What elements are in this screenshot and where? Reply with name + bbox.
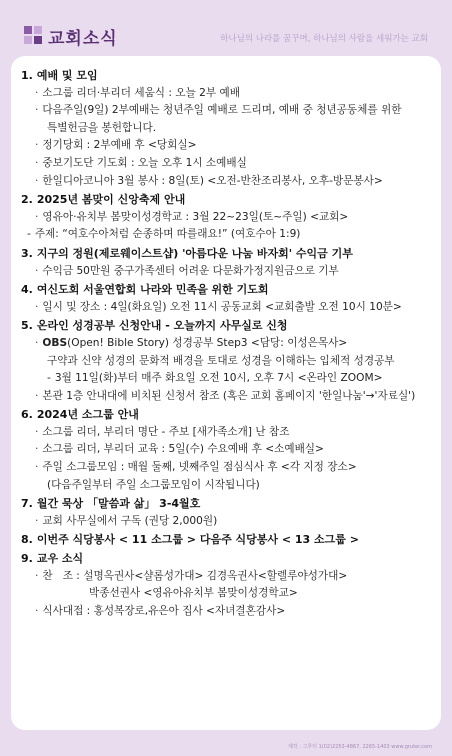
section-heading: 7. 월간 묵상 「말씀과 삶」 3-4월호: [21, 497, 201, 511]
list-item: · 수익금 50만원 중구가족센터 어려운 다문화가정지원금으로 기부: [35, 264, 339, 277]
list-item: - 주제: “여호수아처럼 순종하며 따를래요!” (여호수아 1:9): [27, 228, 301, 241]
list-item: · 일시 및 장소 : 4일(화요일) 오전 11시 공동교회 <교회출발 오전 10시 10분>: [35, 300, 402, 313]
section-heading: 5. 온라인 성경공부 신청안내 - 오늘까지 사무실로 신청: [21, 319, 288, 333]
list-item: · 정기당회 : 2부예배 후 <당회실>: [35, 139, 197, 152]
list-item: · 소그룹 리더·부리더 세움식 : 오늘 2부 예배: [35, 86, 240, 99]
list-item: · 주일 소그룹모임 : 매월 둘째, 넷째주일 점심식사 후 <각 지정 장소>: [35, 461, 357, 474]
list-item: · 중보기도단 기도회 : 오늘 오후 1시 소예배실: [35, 156, 247, 169]
news-card: [11, 56, 441, 730]
list-item: · 찬 조 : 설명옥권사<샬롬성가대> 김경옥권사<할렐루야성가대>: [35, 569, 348, 582]
section-heading: 6. 2024년 소그룹 안내: [21, 408, 139, 422]
list-item: · OBS(Open! Bible Story) 성경공부 Step3 <담당: 이성은목사>: [35, 336, 348, 349]
list-item-continued: 특별헌금을 봉헌합니다.: [47, 121, 157, 134]
list-item: · 영유아·유치부 봄맞이성경학교 : 3월 22~23일(토~주일) <교회>: [35, 210, 349, 223]
list-item: - 3월 11일(화)부터 매주 화요일 오전 10시, 오후 7시 <온라인 ZOOM>: [47, 372, 383, 385]
section-heading: 2. 2025년 봄맞이 신앙축제 안내: [21, 193, 186, 207]
list-item-continued: (다음주일부터 주일 소그룹모임이 시작됩니다): [47, 478, 260, 491]
section-heading: 4. 여신도회 서울연합회 나라와 민족을 위한 기도회: [21, 283, 269, 297]
list-item: · 소그룹 리더, 부리더 명단 - 주보 [새가족소개] 난 참조: [35, 425, 290, 438]
list-item: · 식사대접 : 홍성복장로,유은아 집사 <자녀결혼감사>: [35, 604, 286, 617]
section-heading: 8. 이번주 식당봉사 < 11 소그룹 > 다음주 식당봉사 < 13 소그룹 >: [21, 533, 359, 547]
list-item: · 교회 사무실에서 구독 (권당 2,000원): [35, 514, 218, 527]
list-item-continued: 구약과 신약 성경의 문화적 배경을 토대로 성경을 이해하는 입체적 성경공부: [47, 354, 395, 367]
footer-credit: 제작 : 그루터 1(02)2253-4867, 2265-1403 www.gruter.com: [287, 744, 432, 750]
news-content: [21, 66, 431, 620]
logo-icon: [24, 26, 42, 44]
list-item: · 본관 1층 안내대에 비치된 신청서 참조 (혹은 교회 홈페이지 '한일나눔'→'자료실'): [35, 389, 416, 402]
page-title: 교회소식: [48, 29, 118, 49]
section-heading: 3. 지구의 정원(제로웨이스트샵) '아름다운 나눔 바자회' 수익금 기부: [21, 246, 353, 260]
header: [0, 0, 452, 52]
section-heading: 1. 예배 및 모임: [21, 69, 98, 82]
list-item: · 소그룹 리더, 부리더 교육 : 5일(수) 수요예배 후 <소예배실>: [35, 443, 324, 456]
list-item: · 한일디아코니아 3월 봉사 : 8일(토) <오전-반찬조리봉사, 오후-방문봉사>: [35, 174, 383, 187]
list-item: · 다음주일(9일) 2부예배는 청년주일 예배로 드리며, 예배 중 청년공동체를 위한: [35, 104, 402, 117]
church-motto: 하나님의 나라를 꿈꾸며, 하나님의 사람을 세워가는 교회: [220, 34, 428, 44]
section-heading: 9. 교우 소식: [21, 552, 84, 566]
list-item-continued: 박종선권사 <영유아유치부 봄맞이성경학교>: [89, 587, 298, 600]
